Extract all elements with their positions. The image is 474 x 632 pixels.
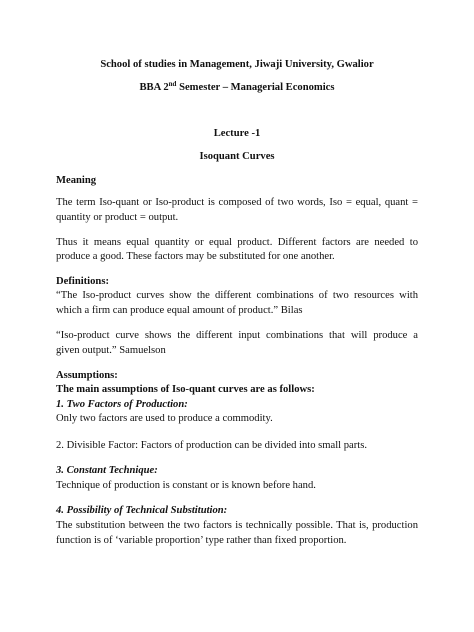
topic-title: Isoquant Curves <box>199 151 275 162</box>
definition1-line2: which a firm can produce equal amount of product.” Bilas <box>56 305 303 316</box>
definitions-heading: Definitions: <box>56 276 109 287</box>
lecture-number: Lecture -1 <box>213 128 261 139</box>
assumption1-title: 1. Two Factors of Production: <box>56 399 188 410</box>
institution-title: School of studies in Management, Jiwaji University, Gwalior <box>100 59 374 70</box>
assumption3-text: Technique of production is constant or is known before hand. <box>56 480 316 491</box>
course-title <box>0 80 474 95</box>
definition2-line2: given output.” Samuelson <box>56 345 166 356</box>
course-superscript: nd <box>168 80 177 88</box>
assumption1-text: Only two factors are used to produce a commodity. <box>56 413 273 424</box>
meaning-p1-line1: The term Iso-quant or Iso-product is composed of two words, Iso = equal, quant = <box>56 197 418 208</box>
assumptions-heading: Assumptions: <box>56 370 118 381</box>
definition1-line1: “The Iso-product curves show the different combinations of two resources with <box>56 290 418 301</box>
assumption2-text: 2. Divisible Factor: Factors of production can be divided into small parts. <box>56 440 367 451</box>
assumptions-intro: The main assumptions of Iso-quant curves are as follows: <box>56 384 315 395</box>
meaning-p2-line2: produce a good. These factors may be substituted for one another. <box>56 251 335 262</box>
assumption3-title: 3. Constant Technique: <box>56 465 158 476</box>
meaning-p2-line1: Thus it means equal quantity or equal product. Different factors are needed to <box>56 237 418 248</box>
course-prefix: BBA 2 <box>139 82 169 93</box>
definition2-line1: “Iso-product curve shows the different input combinations that will produce a <box>56 330 418 341</box>
assumption4-title: 4. Possibility of Technical Substitution: <box>56 505 228 516</box>
meaning-heading: Meaning <box>56 175 97 186</box>
assumption4-line1: The substitution between the two factors is technically possible. That is, production <box>56 520 418 531</box>
meaning-p1-line2: quantity or product = output. <box>56 212 179 223</box>
assumption4-line2: function is of ‘variable proportion’ type rather than fixed proportion. <box>56 535 347 546</box>
course-suffix: Semester – Managerial Economics <box>176 82 335 93</box>
